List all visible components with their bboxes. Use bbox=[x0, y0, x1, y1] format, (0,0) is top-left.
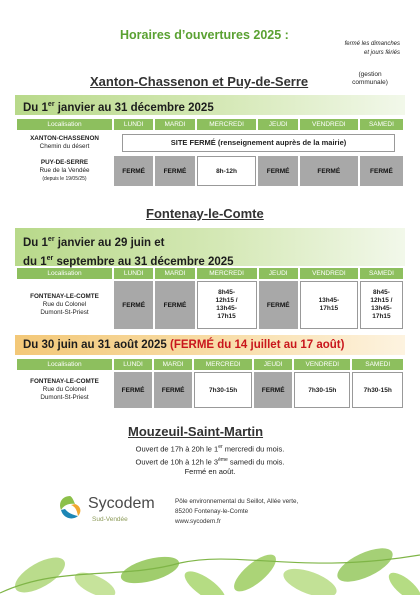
location-name: PUY-DE-SERRE bbox=[40, 159, 89, 166]
hours-jeudi: FERMÉ bbox=[259, 281, 298, 329]
location-name: XANTON-CHASSENON bbox=[30, 135, 99, 142]
line-sup: er bbox=[218, 444, 223, 450]
col-header-mercredi: MERCREDI bbox=[197, 268, 257, 279]
line-text-rest: mercredi du mois. bbox=[222, 444, 285, 454]
banner-sup: er bbox=[46, 254, 54, 262]
col-header-mardi: MARDI bbox=[155, 268, 194, 279]
leaves-decoration bbox=[0, 535, 420, 595]
mouzeuil-line3: Fermé en août. bbox=[184, 467, 236, 476]
location-street: Rue du Colonel bbox=[42, 301, 87, 308]
location-xanton bbox=[17, 132, 112, 154]
period-banner-fontenay bbox=[15, 228, 405, 266]
gestion-note-line2: communale) bbox=[352, 79, 388, 86]
logo-name: Sycodem bbox=[88, 495, 155, 512]
address-line1: Pôle environnemental du Seillot, Allée verte, bbox=[175, 498, 299, 505]
banner-text: du 1 bbox=[23, 255, 47, 268]
gestion-note bbox=[340, 71, 400, 87]
hours-mercredi: 8h45- 12h15 / 13h45- 17h15 bbox=[197, 281, 257, 329]
hours-mercredi: 7h30-15h bbox=[194, 372, 252, 408]
col-header-jeudi: JEUDI bbox=[259, 268, 298, 279]
schedule-table-fontenay bbox=[15, 266, 405, 331]
line-text-rest: samedi du mois. bbox=[227, 457, 285, 466]
hours-jeudi: FERMÉ bbox=[254, 372, 292, 408]
site-title-mouzeuil: Mouzeuil-Saint-Martin bbox=[128, 424, 264, 439]
site-title-xanton-puy: Xanton-Chassenon et Puy-de-Serre bbox=[90, 74, 309, 89]
period-banner-summer bbox=[15, 335, 405, 355]
hours-lundi: FERMÉ bbox=[114, 281, 153, 329]
site-closed-note: SITE FERMÉ (renseignement auprès de la mairie) bbox=[122, 134, 395, 152]
location-since: (depuis le 19/05/25) bbox=[42, 176, 87, 182]
col-header-mardi: MARDI bbox=[154, 359, 192, 370]
col-header-jeudi: JEUDI bbox=[258, 119, 297, 130]
sycodem-logo-icon bbox=[55, 493, 85, 523]
gestion-note-line1: (gestion bbox=[358, 71, 382, 78]
footer-address bbox=[175, 497, 298, 527]
closed-days-note bbox=[300, 40, 400, 58]
banner-line1 bbox=[23, 232, 397, 251]
banner-text: Du 1 bbox=[23, 101, 48, 114]
col-header-localisation: Localisation bbox=[17, 268, 112, 279]
col-header-samedi: SAMEDI bbox=[360, 119, 403, 130]
col-header-jeudi: JEUDI bbox=[254, 359, 292, 370]
site-title-fontenay: Fontenay-le-Comte bbox=[146, 206, 264, 221]
col-header-lundi: LUNDI bbox=[114, 359, 152, 370]
line-text: Ouvert de 17h à 20h le 1 bbox=[135, 444, 219, 454]
schedule-table-site1 bbox=[15, 117, 405, 188]
location-street: Chemin du désert bbox=[39, 143, 90, 150]
period-banner-full-year bbox=[15, 95, 405, 115]
location-street2: Dumont-St-Priest bbox=[40, 394, 89, 401]
location-street2: Dumont-St-Priest bbox=[40, 309, 89, 316]
address-line2: 85200 Fontenay-le-Comte bbox=[175, 508, 249, 515]
hours-jeudi: FERMÉ bbox=[258, 156, 297, 186]
line-text: Ouvert de 10h à 12h le 3 bbox=[135, 457, 219, 466]
banner-text: Du 1 bbox=[23, 236, 48, 249]
banner-text-rest: septembre au 31 décembre 2025 bbox=[53, 255, 234, 268]
col-header-mardi: MARDI bbox=[155, 119, 194, 130]
col-header-localisation: Localisation bbox=[17, 359, 112, 370]
hours-mardi: FERMÉ bbox=[154, 372, 192, 408]
banner-text: Du 30 juin au 31 août 2025 bbox=[23, 339, 170, 351]
banner-text-rest: janvier au 31 décembre 2025 bbox=[54, 101, 214, 114]
col-header-localisation: Localisation bbox=[17, 119, 112, 130]
hours-vendredi: 7h30-15h bbox=[294, 372, 350, 408]
schedule-table-fontenay-summer bbox=[15, 357, 405, 410]
logo-subtitle: Sud-Vendée bbox=[92, 516, 128, 523]
location-street: Rue de la Vendée bbox=[39, 167, 90, 174]
line-sup: ème bbox=[218, 456, 228, 463]
location-puy-de-serre bbox=[17, 156, 112, 186]
hours-vendredi: FERMÉ bbox=[300, 156, 358, 186]
col-header-vendredi: VENDREDI bbox=[300, 268, 358, 279]
mouzeuil-line1 bbox=[60, 442, 360, 455]
col-header-vendredi: VENDREDI bbox=[294, 359, 350, 370]
location-name: FONTENAY-LE-COMTE bbox=[30, 378, 99, 385]
hours-vendredi: 13h45- 17h15 bbox=[300, 281, 358, 329]
mouzeuil-line2 bbox=[60, 455, 360, 468]
hours-mardi: FERMÉ bbox=[155, 281, 194, 329]
col-header-samedi: SAMEDI bbox=[360, 268, 403, 279]
col-header-lundi: LUNDI bbox=[114, 268, 153, 279]
mouzeuil-hours bbox=[60, 442, 360, 477]
location-name: FONTENAY-LE-COMTE bbox=[30, 293, 99, 300]
col-header-vendredi: VENDREDI bbox=[300, 119, 358, 130]
hours-mardi: FERMÉ bbox=[155, 156, 194, 186]
col-header-samedi: SAMEDI bbox=[352, 359, 403, 370]
hours-mercredi: 8h-12h bbox=[197, 156, 257, 186]
col-header-lundi: LUNDI bbox=[114, 119, 153, 130]
location-street: Rue du Colonel bbox=[42, 386, 87, 393]
hours-lundi: FERMÉ bbox=[114, 372, 152, 408]
location-fontenay bbox=[17, 372, 112, 408]
hours-samedi: 7h30-15h bbox=[352, 372, 403, 408]
col-header-mercredi: MERCREDI bbox=[194, 359, 252, 370]
summer-closure-note: (FERMÉ du 14 juillet au 17 août) bbox=[170, 339, 345, 351]
hours-samedi: 8h45- 12h15 / 13h45- 17h15 bbox=[360, 281, 403, 329]
closed-days-note-line2: et jours fériés bbox=[363, 50, 400, 56]
hours-samedi: FERMÉ bbox=[360, 156, 403, 186]
location-fontenay bbox=[17, 281, 112, 329]
page-title: Horaires d’ouvertures 2025 : bbox=[120, 28, 289, 42]
banner-sup: er bbox=[47, 101, 55, 108]
hours-lundi: FERMÉ bbox=[114, 156, 153, 186]
banner-text-rest: janvier au 29 juin et bbox=[54, 236, 165, 249]
closed-days-note-line1: fermé les dimanches bbox=[344, 41, 400, 47]
banner-sup: er bbox=[47, 236, 55, 243]
col-header-mercredi: MERCREDI bbox=[197, 119, 257, 130]
website-link[interactable]: www.sycodem.fr bbox=[175, 518, 221, 525]
